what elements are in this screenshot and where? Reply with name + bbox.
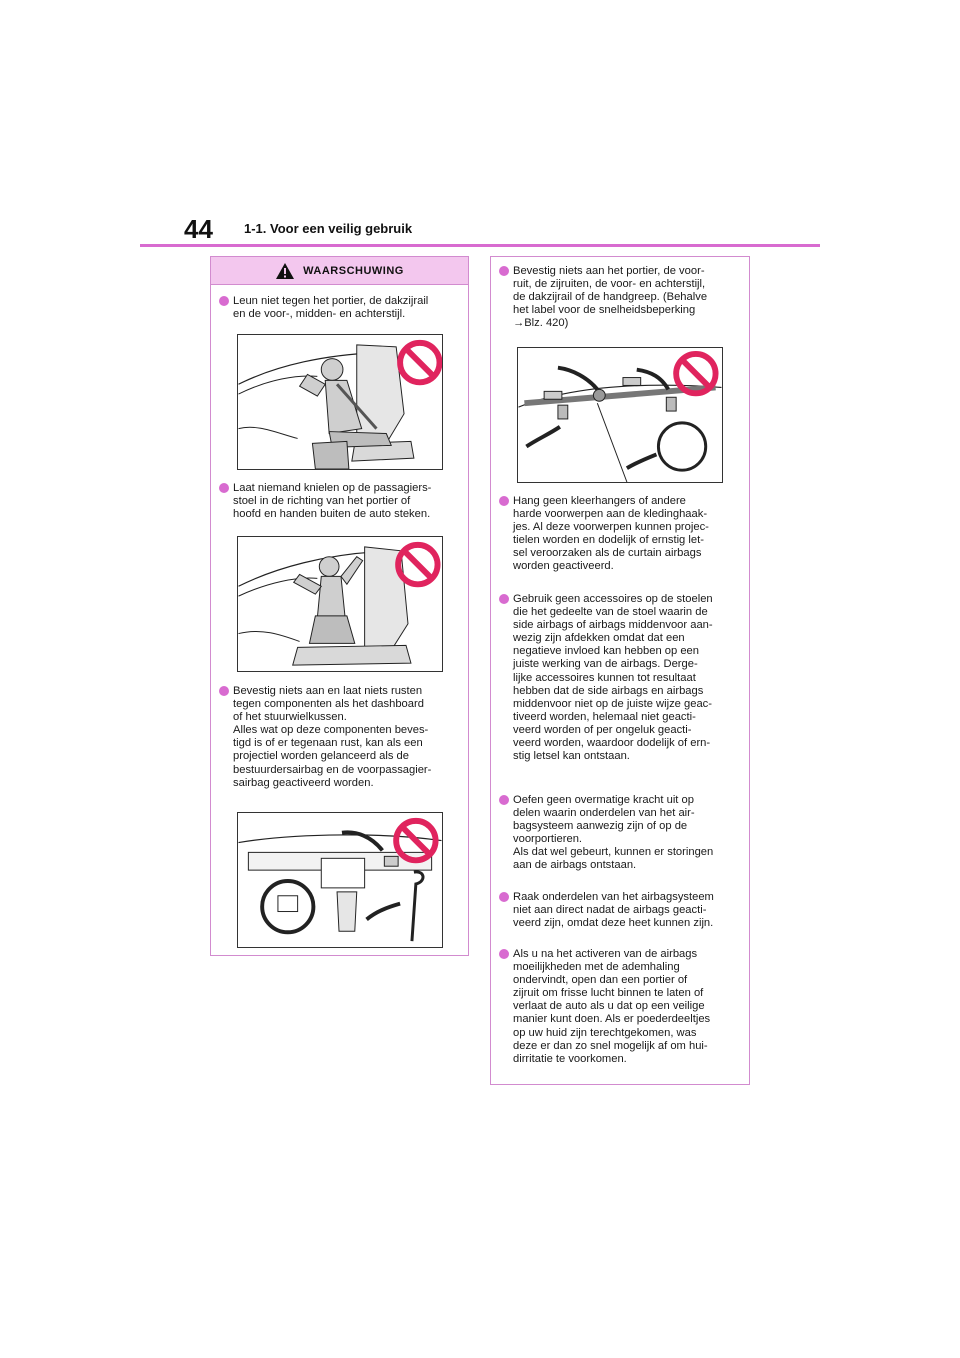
list-item (499, 593, 745, 763)
bullet-icon (499, 892, 509, 902)
bullet-icon (499, 949, 509, 959)
list-item (499, 495, 745, 574)
list-item-text: Laat niemand knielen op de passagiers- stoel in de richting van het portier of hoofd en handen buiten de auto steken. (233, 482, 432, 521)
list-item-text: Als u na het activeren van de airbags moeilijkheden met de ademhaling ondervindt, open dan een portier of zijruit om frisse lucht binnen te laten of verlaat de auto als u dat op een veilige manier kunt doen. Als er poederdeeltjes op uw huid zijn terechtgekomen, was deze er dan zo snel mogelijk af om hui- dirritatie te voorkomen. (513, 948, 711, 1065)
bullet-icon (219, 686, 229, 696)
warning-box (210, 256, 469, 956)
list-item (219, 295, 465, 321)
bullet-icon (499, 594, 509, 604)
list-item (499, 891, 745, 930)
bullet-icon (499, 795, 509, 805)
list-item-text: Bevestig niets aan en laat niets rusten tegen componenten als het dashboard of het stuurwielkussen. Alles wat op deze componenten beves- tigd is of er tegenaan rust, kan als een projectiel worden gelanceerd als de bestuurdersairbag en de voorpassagier- sairbag geactiveerd worden. (233, 685, 432, 789)
list-item-text: Hang geen kleerhangers of andere harde voorwerpen aan de kledinghaak- jes. Al deze voorwerpen kunnen projec- tielen worden en dodelijk of ernstig let- sel veroorzaken als de curtain airbags worden geactiveerd. (513, 495, 709, 573)
illustration-door-pillars (517, 347, 723, 483)
bullet-icon (219, 296, 229, 306)
list-item (499, 794, 745, 873)
page-header (140, 210, 820, 250)
header-divider (140, 244, 820, 247)
bullet-icon (499, 266, 509, 276)
list-item-text: Raak onderdelen van het airbagsysteem niet aan direct nadat de airbags geacti- veerd zijn, omdat deze heet kunnen zijn. (513, 891, 714, 930)
list-item-text: Gebruik geen accessoires op de stoelen die het gedeelte van de stoel waarin de side airbags of airbags middenvoor aan- wezig zijn afdekken omdat dat een negatieve invloed kan hebben op een juiste werking van de airbags. Derge- lijke accessoires kunnen tot resultaat hebben dat de side airbags en airbags middenvoor niet op de juiste wijze geac- tiveerd worden, helemaal niet geacti- veerd worden of per ongeluk geacti- veerd worden, waardoor dodelijk of ern- stig letsel kan ontstaan. (513, 593, 713, 763)
prohibition-icon (398, 545, 437, 584)
list-item (499, 948, 745, 1066)
list-item (219, 685, 465, 790)
prohibition-icon (400, 343, 439, 382)
notes-box (490, 256, 750, 1085)
warning-triangle-icon (275, 262, 295, 280)
list-item-text: Oefen geen overmatige kracht uit op delen waarin onderdelen van het air- bagsysteem aanwezig zijn of op de voorportieren. Als dat wel gebeurt, kunnen er storingen aan de airbags ontstaan. (513, 794, 714, 872)
bullet-icon (499, 496, 509, 506)
warning-header (211, 257, 468, 285)
page-number: 44 (184, 214, 213, 244)
bullet-icon (219, 483, 229, 493)
list-item (219, 482, 465, 521)
illustration-leaning-on-door (237, 334, 443, 470)
list-item (499, 265, 745, 330)
list-item-text: Leun niet tegen het portier, de dakzijrail en de voor-, midden- en achterstijl. (233, 295, 429, 321)
warning-title: WAARSCHUWING (303, 264, 404, 277)
illustration-dashboard (237, 812, 443, 948)
section-title: 1-1. Voor een veilig gebruik (244, 221, 413, 236)
illustration-kneeling-on-seat (237, 536, 443, 672)
list-item-text: Bevestig niets aan het portier, de voor- ruit, de zijruiten, de voor- en achterstijl, de dakzijrail of de handgreep. (Behalve het label voor de snelheidsbeperking →Blz. 420) (513, 265, 708, 330)
